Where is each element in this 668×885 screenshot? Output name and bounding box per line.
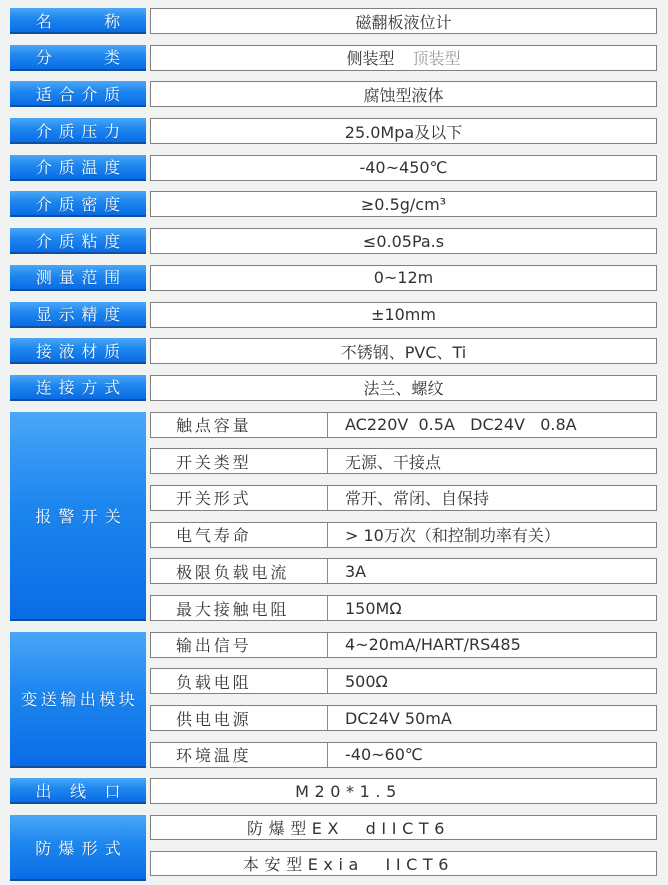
sub-label-electrical-life: 电气寿命 bbox=[151, 523, 328, 547]
row-label-suitable-medium: 适合介质 bbox=[10, 81, 146, 107]
sub-label-limit-load-current: 极限负载电流 bbox=[151, 559, 328, 583]
explosion-proof-group bbox=[10, 815, 657, 881]
sub-label-contact-capacity: 触点容量 bbox=[151, 413, 328, 437]
sub-row-output-signal bbox=[150, 632, 657, 658]
sub-label-switch-form: 开关形式 bbox=[151, 486, 328, 510]
sub-value-contact-capacity: AC220V 0.5A DC24V 0.8A bbox=[345, 415, 577, 435]
sub-label-switch-type: 开关类型 bbox=[151, 449, 328, 473]
row-value-connection-type: 法兰、螺纹 bbox=[150, 375, 657, 401]
spec-row-medium-temperature bbox=[10, 155, 657, 181]
sub-label-load-resistance: 负载电阻 bbox=[151, 669, 328, 693]
sub-row-limit-load-current bbox=[150, 558, 657, 584]
row-value-classification bbox=[150, 45, 657, 71]
spec-row-measuring-range bbox=[10, 265, 657, 291]
sub-label-output-signal: 输出信号 bbox=[151, 633, 328, 657]
row-label-name: 名 称 bbox=[10, 8, 146, 34]
sub-value-max-contact-resistance: 150MΩ bbox=[345, 598, 402, 618]
sub-row-ambient-temperature bbox=[150, 742, 657, 768]
row-value-suitable-medium: 腐蚀型液体 bbox=[150, 81, 657, 107]
transmitter-module-rows bbox=[150, 632, 657, 768]
row-label-wetted-material: 接液材质 bbox=[10, 338, 146, 364]
sub-row-contact-capacity bbox=[150, 412, 657, 438]
row-label-medium-density: 介质密度 bbox=[10, 191, 146, 217]
sub-value-ambient-temperature: -40~60℃ bbox=[345, 745, 423, 765]
alarm-switch-label: 报警开关 bbox=[10, 412, 146, 621]
explosion-proof-label: 防爆形式 bbox=[10, 815, 146, 881]
spec-row-wetted-material bbox=[10, 338, 657, 364]
row-label-classification: 分 类 bbox=[10, 45, 146, 71]
sub-value-switch-form: 常开、常闭、自保持 bbox=[345, 489, 490, 509]
sub-value-limit-load-current: 3A bbox=[345, 561, 367, 581]
sub-row-power-supply bbox=[150, 705, 657, 731]
row-value-medium-viscosity: ≤0.05Pa.s bbox=[150, 228, 657, 254]
row-label-medium-pressure: 介质压力 bbox=[10, 118, 146, 144]
alarm-switch-group bbox=[10, 412, 657, 621]
sub-row-switch-type bbox=[150, 448, 657, 474]
row-value-name: 磁翻板液位计 bbox=[150, 8, 657, 34]
spec-row-connection-type bbox=[10, 375, 657, 401]
explosion-proof-rows bbox=[150, 815, 657, 876]
row-label-connection-type: 连接方式 bbox=[10, 375, 146, 401]
transmitter-module-group bbox=[10, 632, 657, 768]
row-value-measuring-range: 0~12m bbox=[150, 265, 657, 291]
row-value-flameproof-type: 防爆型EX dIICT6 bbox=[150, 815, 657, 840]
alarm-switch-rows bbox=[150, 412, 657, 621]
classification-side-mounted: 侧装型 bbox=[346, 49, 395, 69]
spec-row-cable-entry bbox=[10, 778, 657, 804]
sub-row-switch-form bbox=[150, 485, 657, 511]
sub-label-max-contact-resistance: 最大接触电阻 bbox=[151, 596, 328, 620]
spec-row-medium-density bbox=[10, 191, 657, 217]
spec-row-medium-pressure bbox=[10, 118, 657, 144]
spec-row-classification bbox=[10, 45, 657, 71]
sub-value-electrical-life: > 10万次（和控制功率有关） bbox=[345, 526, 560, 546]
row-label-display-accuracy: 显示精度 bbox=[10, 302, 146, 328]
sub-label-power-supply: 供电电源 bbox=[151, 706, 328, 730]
sub-value-switch-type: 无源、干接点 bbox=[345, 452, 442, 472]
row-label-measuring-range: 测量范围 bbox=[10, 265, 146, 291]
row-value-medium-temperature: -40~450℃ bbox=[150, 155, 657, 181]
sub-label-ambient-temperature: 环境温度 bbox=[151, 743, 328, 767]
row-value-intrinsically-safe-type: 本安型Exia IICT6 bbox=[150, 851, 657, 876]
row-value-cable-entry: M20*1.5 bbox=[150, 778, 657, 804]
row-value-medium-pressure: 25.0Mpa及以下 bbox=[150, 118, 657, 144]
row-value-medium-density: ≥0.5g/cm³ bbox=[150, 191, 657, 217]
classification-top-mounted: 顶装型 bbox=[412, 49, 461, 69]
sub-value-power-supply: DC24V 50mA bbox=[345, 708, 452, 728]
spec-row-suitable-medium bbox=[10, 81, 657, 107]
spec-row-medium-viscosity bbox=[10, 228, 657, 254]
sub-row-electrical-life bbox=[150, 522, 657, 548]
row-label-medium-temperature: 介质温度 bbox=[10, 155, 146, 181]
row-value-wetted-material: 不锈钢、PVC、Ti bbox=[150, 338, 657, 364]
sub-row-max-contact-resistance bbox=[150, 595, 657, 621]
sub-row-load-resistance bbox=[150, 668, 657, 694]
sub-value-load-resistance: 500Ω bbox=[345, 671, 388, 691]
transmitter-module-label: 变送输出模块 bbox=[10, 632, 146, 768]
spec-row-display-accuracy bbox=[10, 302, 657, 328]
sub-value-output-signal: 4~20mA/HART/RS485 bbox=[345, 635, 521, 655]
row-value-display-accuracy: ±10mm bbox=[150, 302, 657, 328]
row-label-cable-entry: 出 线 口 bbox=[10, 778, 146, 804]
spec-row-name bbox=[10, 8, 657, 34]
row-label-medium-viscosity: 介质粘度 bbox=[10, 228, 146, 254]
